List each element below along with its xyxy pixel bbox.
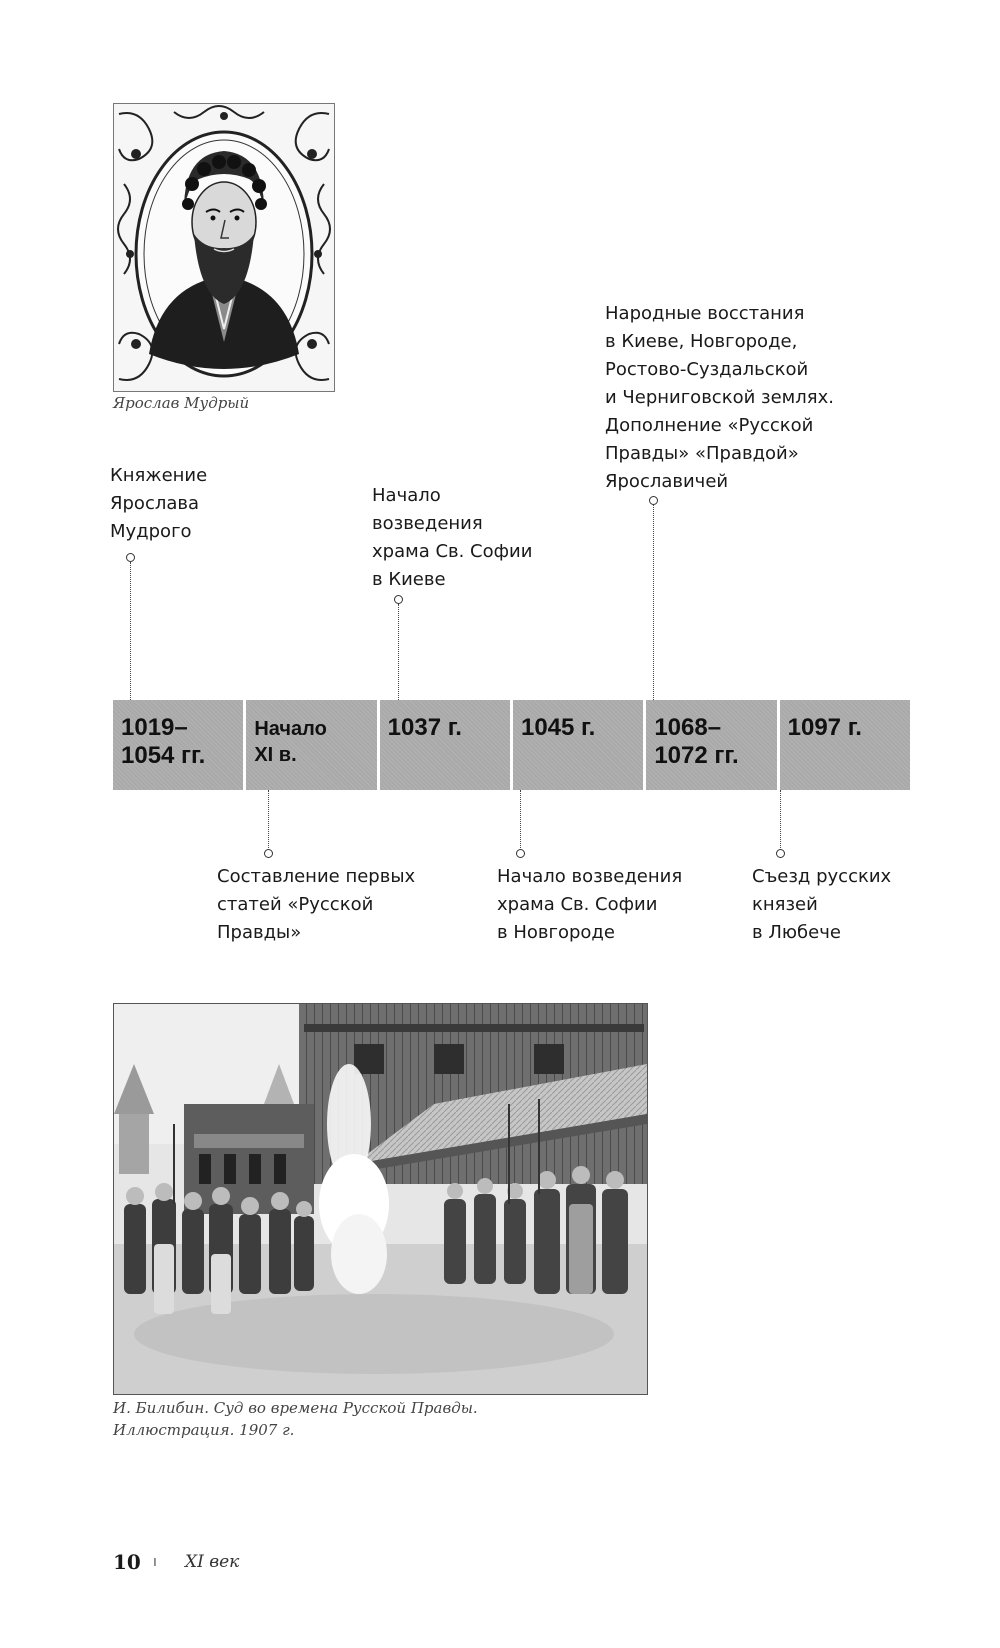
- connector-node: [649, 496, 658, 505]
- portrait-image: [113, 103, 335, 392]
- connector-node: [516, 849, 525, 858]
- section-title: XI век: [185, 1552, 240, 1572]
- portrait-caption: Ярослав Мудрый: [113, 394, 250, 412]
- connector-node: [776, 849, 785, 858]
- timeline-cell-1068-1072: 1068– 1072 гг.: [646, 700, 779, 790]
- connector-line: [780, 790, 782, 850]
- event-russkaya-pravda: Составление первых статей «Русской Правды»: [217, 866, 416, 943]
- connector-node: [394, 595, 403, 604]
- connector-node: [264, 849, 273, 858]
- connector-line: [398, 604, 400, 700]
- connector-line: [520, 790, 522, 850]
- connector-node: [126, 553, 135, 562]
- event-sofia-kiev: Начало возведения храма Св. Софии в Киеве: [372, 485, 533, 590]
- timeline-cell-1045: 1045 г.: [513, 700, 646, 790]
- illustration-caption-line1: И. Билибин. Суд во времена Русской Правды.: [113, 1399, 478, 1417]
- illustration-caption-line2: Иллюстрация. 1907 г.: [113, 1421, 295, 1439]
- event-sofia-novgorod: Начало возведения храма Св. Софии в Новгороде: [497, 866, 683, 943]
- timeline-bar: [113, 700, 910, 790]
- event-lyubech-congress: Съезд русских князей в Любече: [752, 866, 892, 943]
- portrait-drawing: [114, 104, 334, 391]
- timeline-cell-1097: 1097 г.: [780, 700, 910, 790]
- connector-line: [653, 505, 655, 700]
- page-number: 10: [113, 1550, 141, 1574]
- timeline-cell-early-xi: Начало XI в.: [246, 700, 379, 790]
- connector-line: [130, 562, 132, 700]
- event-yaroslav-reign: Княжение Ярослава Мудрого: [110, 465, 208, 542]
- footer-separator: ı: [153, 1554, 157, 1570]
- illustration-drawing: [114, 1004, 647, 1394]
- connector-line: [268, 790, 270, 850]
- timeline-cell-1019-1054: 1019– 1054 гг.: [113, 700, 246, 790]
- event-uprisings: Народные восстания в Киеве, Новгороде, Ростово-Суздальской и Черниговской землях. Дополнение «Русской Правды» «Правдой» Ярославичей: [605, 303, 834, 492]
- illustration-image: [113, 1003, 648, 1395]
- timeline-cell-1037: 1037 г.: [380, 700, 513, 790]
